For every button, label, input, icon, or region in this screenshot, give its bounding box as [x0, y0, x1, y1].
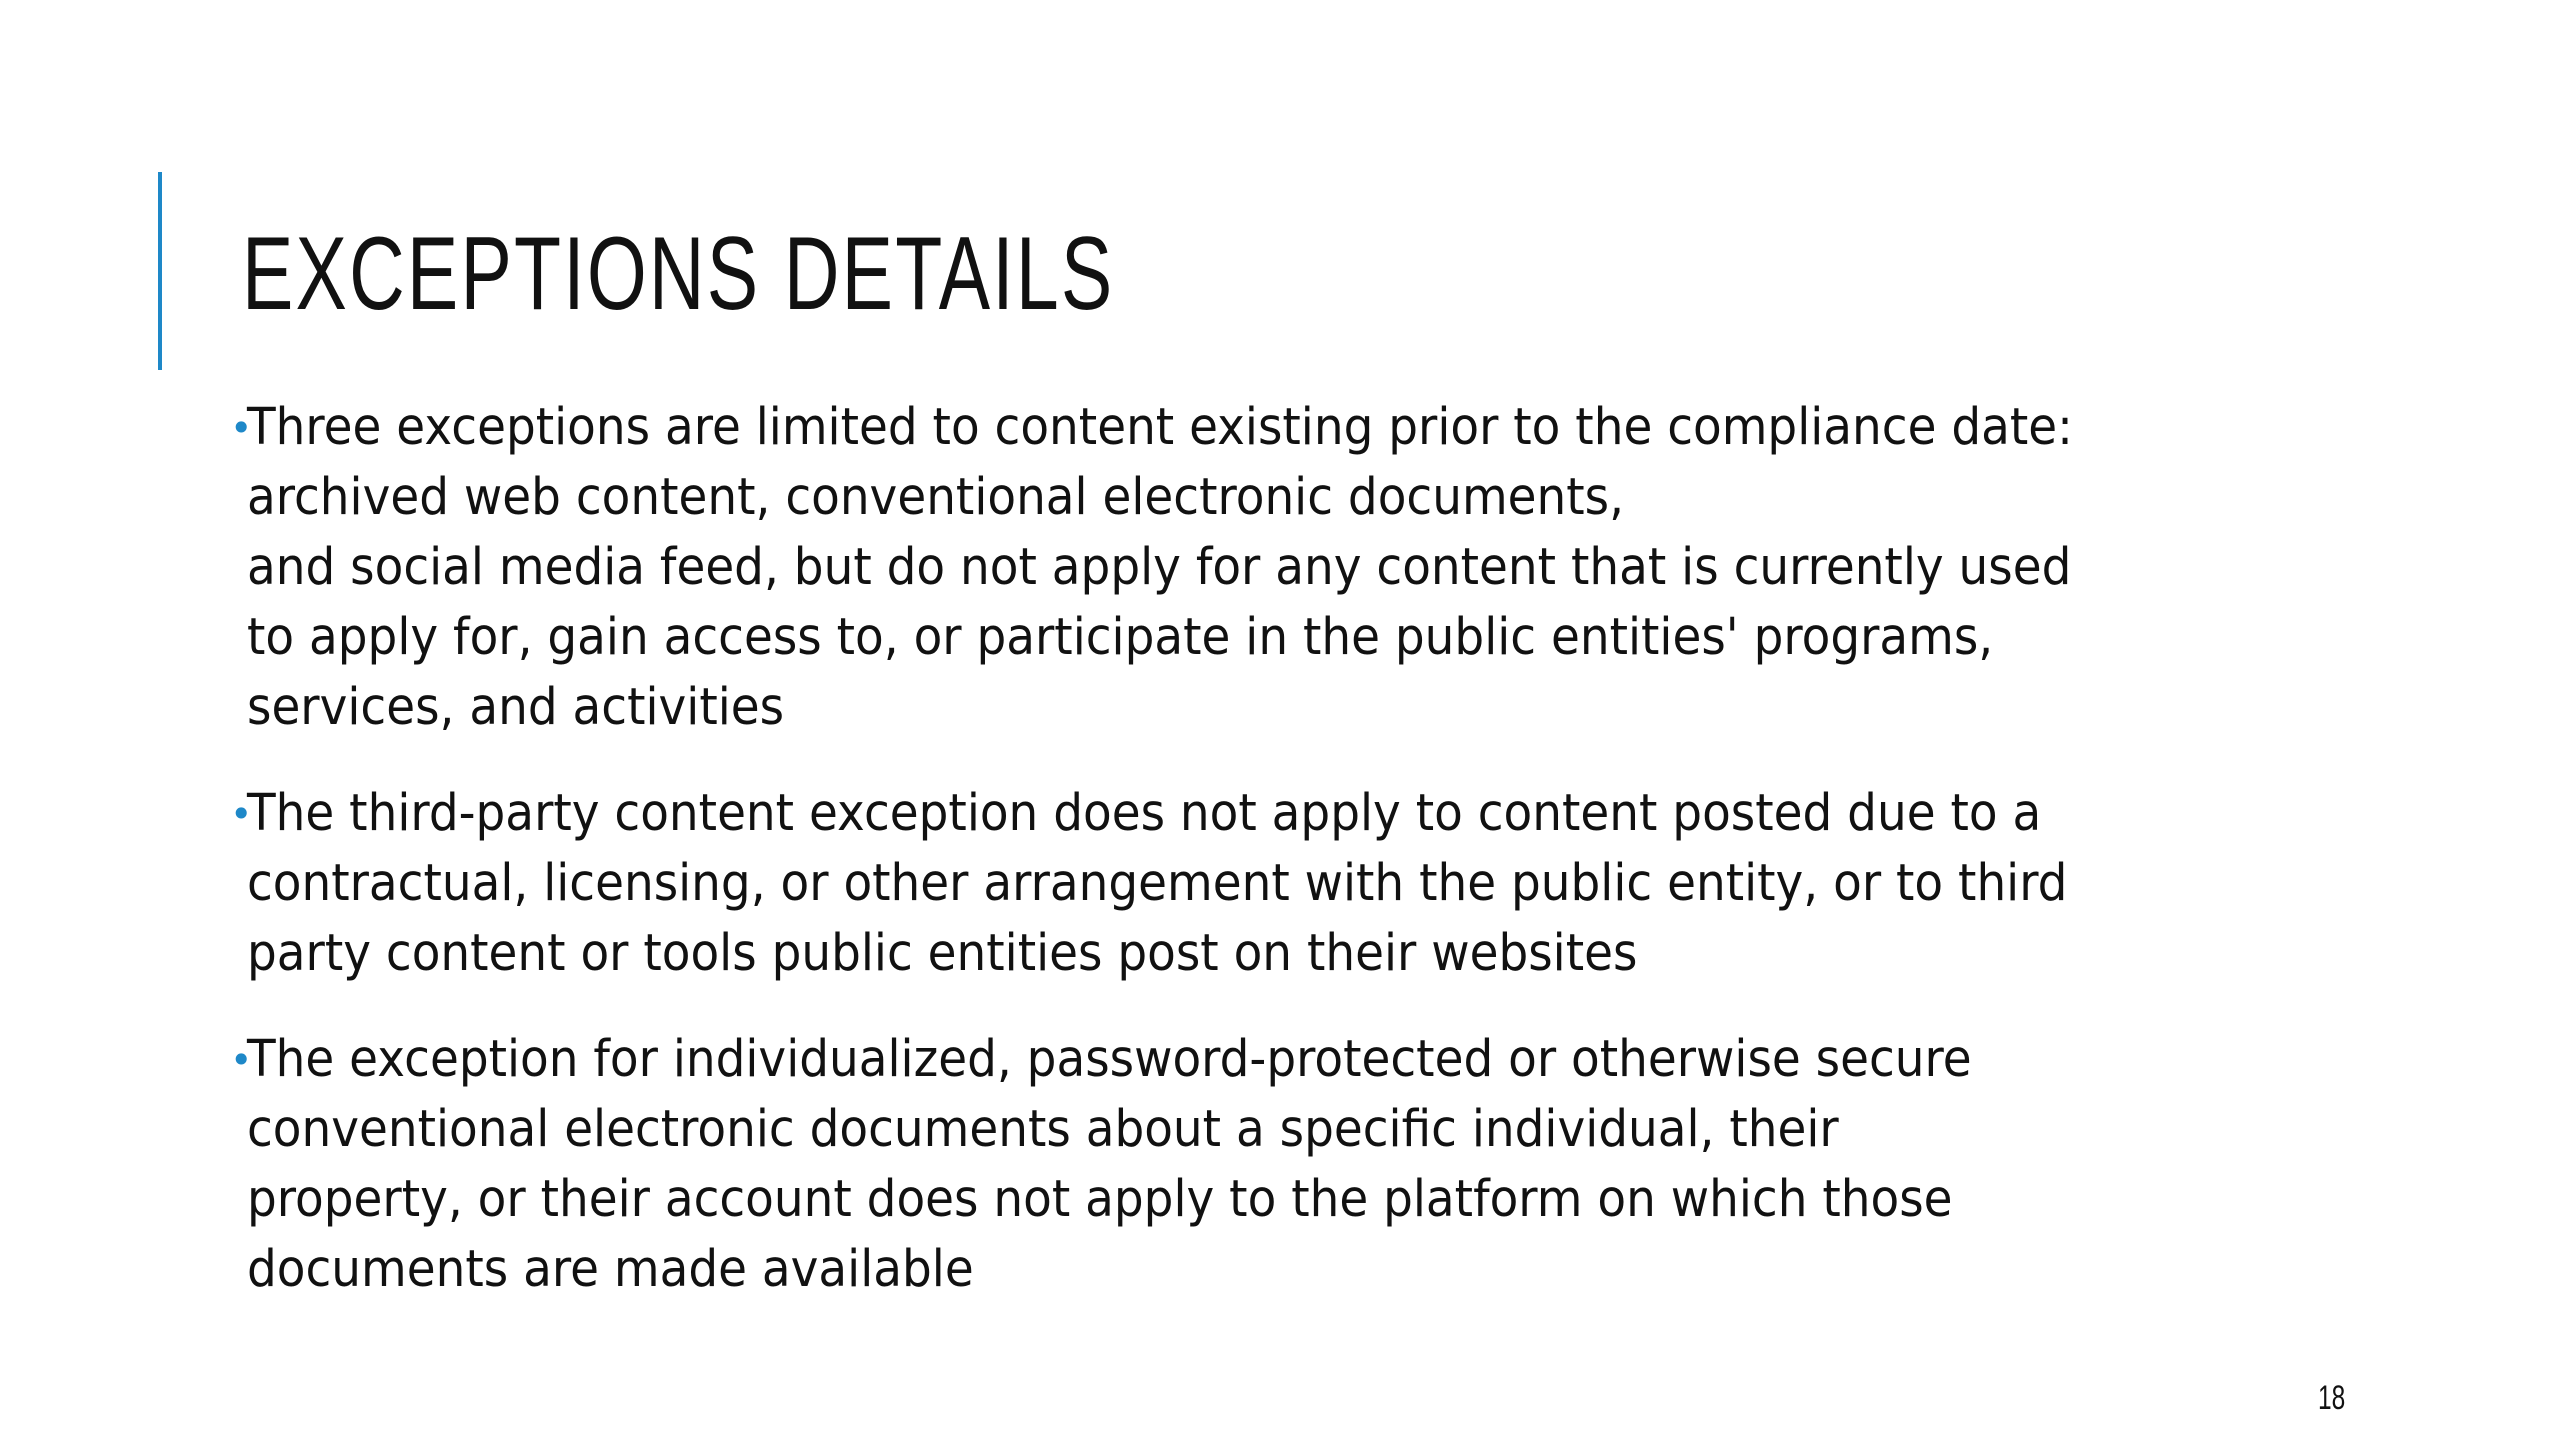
bullet-marker: • — [230, 1038, 253, 1082]
title-accent-bar — [158, 172, 162, 370]
bullet-text-line: contractual, licensing, or other arrangement with the public entity, or to third — [247, 854, 2068, 913]
bullet-list — [230, 393, 2290, 1341]
bullet-item — [230, 1025, 2290, 1305]
slide-title: EXCEPTIONS DETAILS — [242, 216, 1115, 332]
bullet-item — [230, 779, 2290, 989]
bullet-marker: • — [230, 792, 253, 836]
page-number: 18 — [2318, 1379, 2346, 1417]
bullet-text-line: party content or tools public entities post on their websites — [247, 924, 1638, 983]
bullet-text-line: The third-party content exception does not apply to content posted due to a — [247, 784, 2042, 843]
bullet-text-line: services, and activities — [247, 678, 785, 737]
bullet-text-line: and social media feed, but do not apply for any content that is currently used — [247, 538, 2072, 597]
bullet-marker: • — [230, 406, 253, 450]
bullet-text-line: Three exceptions are limited to content existing prior to the compliance date: — [247, 398, 2073, 457]
bullet-text-line: property, or their account does not apply to the platform on which those — [247, 1170, 1953, 1229]
bullet-text-line: to apply for, gain access to, or participate in the public entities' programs, — [247, 608, 1994, 667]
bullet-text-line: documents are made available — [247, 1240, 974, 1299]
bullet-text-line: conventional electronic documents about a specific individual, their — [247, 1100, 1839, 1159]
bullet-text-line: archived web content, conventional electronic documents, — [247, 468, 1625, 527]
bullet-text-line: The exception for individualized, password-protected or otherwise secure — [247, 1030, 1972, 1089]
bullet-item — [230, 393, 2290, 743]
